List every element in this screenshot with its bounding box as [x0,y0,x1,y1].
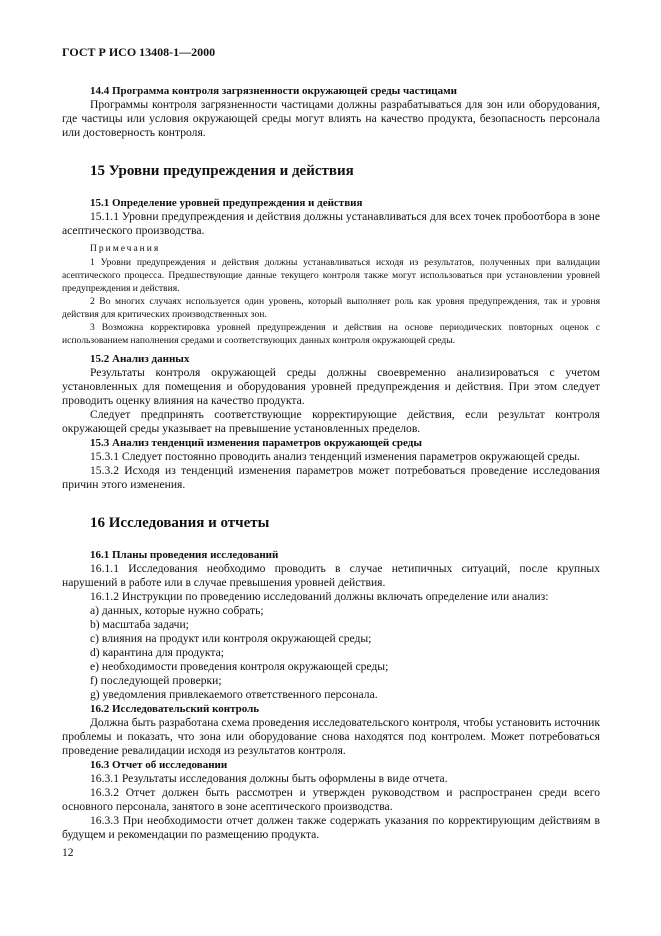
paragraph: 15.1.1 Уровни предупреждения и действия должны устанавливаться для всех точек пробоотбора в зоне асептического производства. [62,210,600,237]
section-16-1-title: 16.1 Планы проведения исследований [90,549,279,561]
note: 3 Возможна корректировка уровней предупреждения и действия на основе периодических повторных оценок с использованием наполнения средами и соответствующих данных контроля окружающей среды. [62,322,600,346]
list-item: g) уведомления привлекаемого ответственного персонала. [90,688,378,701]
paragraph: 16.3.1 Результаты исследования должны быть оформлены в виде отчета. [90,772,448,785]
paragraph: Программы контроля загрязненности частицами должны разрабатываться для зон или оборудования, где частицы или условия окружающей среды могут влиять на качество продукта, безопасность персонала или достоверность контроля. [62,98,600,139]
section-16-2-title: 16.2 Исследовательский контроль [90,703,260,715]
document-page [62,45,600,860]
list-item: e) необходимости проведения контроля окружающей среды; [90,660,389,673]
paragraph: Результаты контроля окружающей среды должны своевременно анализироваться с учетом установленных для помещения и оборудования уровней предупреждения и действия. При этом следует проводить оценку влияния на качество продукта. [62,366,600,407]
note: 1 Уровни предупреждения и действия должны устанавливаться исходя из результатов, полученных при валидации асептического процесса. Предшествующие данные текущего контроля также могут использоваться при установлении уровней предупреждения и действия. [62,257,600,294]
paragraph: 15.3.1 Следует постоянно проводить анализ тенденций изменения параметров окружающей среды. [90,450,580,463]
paragraph: 15.3.2 Исходя из тенденций изменения параметров может потребоваться проведение исследования причин этого изменения. [62,464,600,491]
paragraph: 16.1.1 Исследования необходимо проводить в случае нетипичных ситуаций, после крупных нарушений в работе или в случае превышения уровней действия. [62,562,600,589]
section-15-title: 15 Уровни предупреждения и действия [90,163,354,179]
section-15-1-title: 15.1 Определение уровней предупреждения и действия [90,197,363,209]
note: 2 Во многих случаях используется один уровень, который выполняет роль как уровня предупреждения, так и уровня действия для критических производственных зон. [62,296,600,320]
paragraph: 16.3.3 При необходимости отчет должен также содержать указания по корректирующим действиям в будущем и рекомендации по размещению продукта. [62,814,600,841]
list-item: f) последующей проверки; [90,674,222,687]
section-15-2-title: 15.2 Анализ данных [90,353,190,365]
list-item: a) данных, которые нужно собрать; [90,604,264,617]
paragraph: 16.1.2 Инструкции по проведению исследований должны включать определение или анализ: [90,590,549,603]
document-header: ГОСТ Р ИСО 13408-1—2000 [62,45,216,59]
section-16-title: 16 Исследования и отчеты [90,515,270,531]
notes-title: Примечания [90,244,161,254]
paragraph: 16.3.2 Отчет должен быть рассмотрен и утвержден руководством и распространен среди всего основного персонала, занятого в зоне асептического производства. [62,786,600,813]
page-number: 12 [62,846,74,859]
list-item: b) масштаба задачи; [90,618,189,631]
section-15-3-title: 15.3 Анализ тенденций изменения параметров окружающей среды [90,437,422,449]
paragraph: Следует предпринять соответствующие корректирующие действия, если результат контроля окружающей среды указывает на превышение установленных пределов. [62,408,600,435]
section-16-3-title: 16.3 Отчет об исследовании [90,759,228,771]
list-item: c) влияния на продукт или контроля окружающей среды; [90,632,372,645]
paragraph: Должна быть разработана схема проведения исследовательского контроля, чтобы установить источник проблемы и показать, что зона или оборудование снова находятся под контролем. Может потребоваться проведение ревалидации исходя из результатов контроля. [62,716,600,757]
section-14-4-title: 14.4 Программа контроля загрязненности окружающей среды частицами [90,85,457,97]
list-item: d) карантина для продукта; [90,646,224,659]
